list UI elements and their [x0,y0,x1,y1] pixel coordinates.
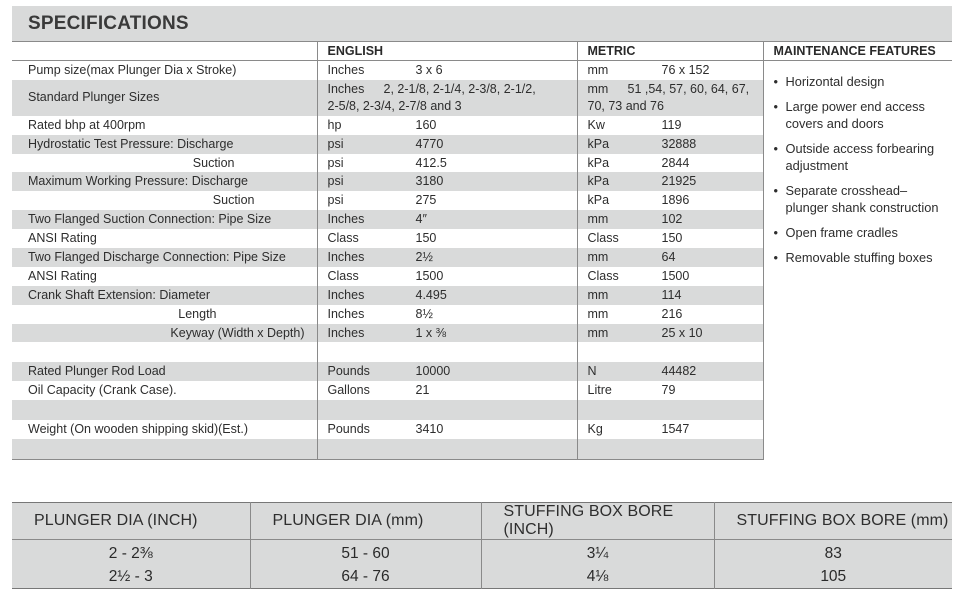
metric-unit: kPa [587,136,610,151]
english-column-header: ENGLISH [317,42,577,61]
param-label: ANSI Rating [28,231,97,246]
metric-unit: Kg [587,422,603,437]
param-label: ANSI Rating [28,268,97,283]
param-label: Oil Capacity (Crank Case). [28,383,177,398]
metric-unit: kPa [587,193,610,208]
metric-value: 21925 [661,174,697,189]
english-value: 21 [415,383,430,398]
english-value: 3410 [415,422,444,437]
list-item: • Open frame cradles [774,224,945,241]
metric-value: 51 ,54, 57, 60, 64, 67, [627,81,750,96]
param-label: Weight (On wooden shipping skid)(Est.) [28,422,249,437]
plunger-dia-mm-cell: 51 - 60 [250,540,481,566]
metric-cell [577,229,763,248]
metric-cell [577,420,763,439]
metric-cell [577,286,763,305]
english-cell [317,362,577,381]
metric-cell [577,116,763,135]
english-unit: Pounds [327,364,370,379]
metric-value: 32888 [661,136,697,151]
english-cell [317,305,577,324]
metric-unit: N [587,364,597,379]
stuffing-box-bore-mm-header: STUFFING BOX BORE (mm) [714,503,952,540]
metric-cell [577,324,763,343]
plunger-dia-inch-header: PLUNGER DIA (INCH) [12,503,250,540]
metric-unit: Class [587,231,619,246]
english-value: 4″ [415,212,427,227]
list-item: • Large power end access covers and doors [774,98,945,132]
english-cell [317,80,577,116]
specifications-table [12,42,952,460]
plunger-dia-inch-cell: 2 - 2⅜ [108,545,153,562]
metric-value: 2844 [661,155,690,170]
metric-value: 150 [661,231,683,246]
plunger-dia-mm-header: PLUNGER DIA (mm) [250,503,481,540]
list-item: • Separate crosshead–plunger shank construction [774,182,945,216]
page-title: SPECIFICATIONS [28,13,189,34]
metric-value: 1500 [661,268,690,283]
stuffing-box-bore-mm-cell: 105 [714,565,952,589]
english-cell [317,381,577,400]
metric-unit: kPa [587,155,610,170]
english-cell [317,324,577,343]
stuffing-box-bore-inch-cell: 3¼ [481,540,714,566]
english-value: 3 x 6 [415,63,443,78]
metric-cell [577,267,763,286]
english-value: 8½ [415,306,433,321]
english-cell [317,172,577,191]
stuffing-box-bore-inch-header: STUFFING BOX BORE (INCH) [481,503,714,540]
list-item: • Removable stuffing boxes [774,249,945,266]
metric-cell [577,362,763,381]
param-label: Rated bhp at 400rpm [28,117,146,132]
metric-value: 102 [661,212,683,227]
metric-unit: mm [587,212,609,227]
metric-value: 25 x 10 [661,325,703,340]
metric-cell [577,61,763,80]
maintenance-column-header: MAINTENANCE FEATURES [763,42,952,61]
english-cell [317,154,577,173]
english-unit: psi [327,193,344,208]
english-value: 150 [415,231,437,246]
param-label: Standard Plunger Sizes [12,80,317,116]
param-label: Keyway (Width x Depth) [12,324,317,343]
english-value: 10000 [415,364,451,379]
metric-column-header: METRIC [577,42,763,61]
english-cell [317,229,577,248]
english-cell [317,267,577,286]
metric-unit: Class [587,268,619,283]
metric-unit: mm [587,63,609,78]
maintenance-features-list [774,73,945,266]
metric-value: 119 [661,117,682,132]
english-unit: Inches [327,287,365,302]
english-cell [317,61,577,80]
param-label: Rated Plunger Rod Load [12,362,317,381]
english-cell [317,420,577,439]
metric-unit: kPa [587,174,610,189]
english-unit: Pounds [327,422,370,437]
param-label: Suction [212,193,255,208]
metric-unit: mm [587,306,609,321]
param-label: Two Flanged Suction Connection: Pipe Size [12,210,317,229]
stuffing-box-bore-mm-cell: 83 [714,540,952,566]
english-value: 412.5 [415,155,447,170]
metric-cell [577,191,763,210]
param-label: Maximum Working Pressure: Discharge [12,172,317,191]
english-value: 2½ [415,249,433,264]
stuffing-box-bore-inch-cell: 4⅛ [481,565,714,589]
metric-unit: mm [587,81,609,96]
english-cell [317,286,577,305]
english-unit: Inches [327,249,365,264]
english-unit: hp [327,117,342,132]
english-value: 4770 [415,136,444,151]
plunger-sizes-table [12,502,952,589]
english-value: 4.495 [415,287,447,302]
metric-unit: mm [587,249,609,264]
english-cell [317,248,577,267]
metric-value: 114 [661,287,682,302]
metric-cell [577,381,763,400]
metric-cell [577,248,763,267]
english-unit: Inches [327,325,365,340]
param-label: Pump size(max Plunger Dia x Stroke) [28,63,237,78]
table-row [12,61,952,80]
list-item: • Horizontal design [774,73,945,90]
metric-cell [577,154,763,173]
param-column-header [12,42,317,61]
param-label: Crank Shaft Extension: Diameter [12,286,317,305]
english-value: 1 x ⅜ [415,325,447,340]
metric-value: 64 [661,249,676,264]
metric-cell [577,80,763,116]
english-cell [317,191,577,210]
english-unit: Inches [327,212,365,227]
metric-unit: mm [587,287,609,302]
english-value: 275 [415,193,437,208]
specifications-header [12,6,952,42]
metric-value: 44482 [661,364,697,379]
english-unit: psi [327,155,344,170]
param-label: Length [178,306,217,321]
table-row [12,540,952,566]
metric-value: 1896 [661,193,690,208]
list-item: • Outside access forbearing adjustment [774,140,945,174]
metric-cell [577,172,763,191]
table-row [12,565,952,589]
metric-value: 76 x 152 [661,63,710,78]
english-cell [317,135,577,154]
english-value: 1500 [415,268,444,283]
english-unit: Gallons [327,383,370,398]
plunger-dia-inch-cell: 2½ - 3 [108,568,153,585]
english-unit: Inches [327,63,365,78]
param-label: Two Flanged Discharge Connection: Pipe Size [12,248,317,267]
param-label: Hydrostatic Test Pressure: Discharge [12,135,317,154]
english-value: 3180 [415,174,444,189]
english-cell [317,210,577,229]
metric-value-continued: 70, 73 and 76 [587,98,664,113]
metric-value: 1547 [661,422,690,437]
english-unit: psi [327,136,344,151]
english-value: 2, 2-1/8, 2-1/4, 2-3/8, 2-1/2, [383,81,536,96]
metric-unit: Kw [587,117,605,132]
english-unit: Class [327,268,359,283]
english-unit: Inches [327,306,365,321]
metric-unit: mm [587,325,609,340]
metric-value: 79 [661,383,676,398]
english-unit: psi [327,174,344,189]
english-cell [317,116,577,135]
metric-unit: Litre [587,383,612,398]
english-unit: Class [327,231,359,246]
metric-cell [577,305,763,324]
param-label: Suction [192,155,235,170]
metric-cell [577,210,763,229]
english-value: 160 [415,117,437,132]
maintenance-features-cell [763,61,952,459]
metric-cell [577,135,763,154]
english-unit: Inches [327,81,365,96]
english-value-continued: 2-5/8, 2-3/4, 2-7/8 and 3 [327,98,462,113]
metric-value: 216 [661,306,683,321]
plunger-dia-mm-cell: 64 - 76 [250,565,481,589]
